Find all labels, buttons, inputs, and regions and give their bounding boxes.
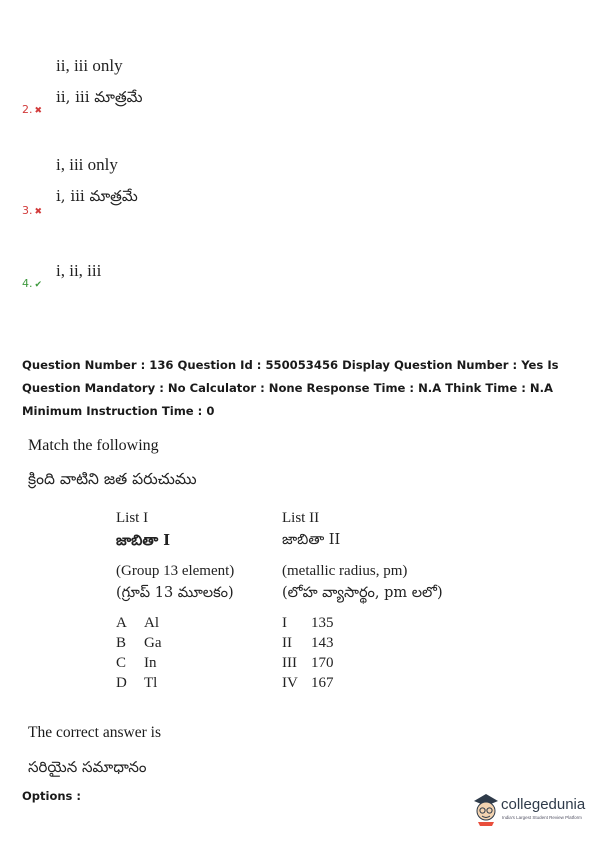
list1-subtitle-en: (Group 13 element) <box>116 563 235 579</box>
list1-row-value: Al <box>144 615 159 631</box>
options-label: Options : <box>22 789 81 803</box>
option-3-text-te: i, iii మాత్రమే <box>56 187 138 205</box>
option-2-label <box>22 103 42 116</box>
list2-row-key: II <box>282 635 292 651</box>
option-2-number: 2. <box>22 103 33 116</box>
option-4-number: 4. <box>22 277 33 290</box>
list2-row-key: IV <box>282 675 298 691</box>
list2-subtitle-en: (metallic radius, pm) <box>282 563 408 579</box>
wrong-mark-icon: ✖ <box>34 207 43 217</box>
list1-row-key: B <box>116 635 127 651</box>
collegedunia-logo <box>471 792 591 828</box>
list2-row-value: 143 <box>311 635 334 651</box>
list1-row-value: Ga <box>144 635 162 651</box>
list1-row-value: Tl <box>144 675 158 691</box>
answer-prompt-te: సరియైన సమాధానం <box>28 758 147 776</box>
list2-row-value: 135 <box>311 615 334 631</box>
option-4-label <box>22 277 42 290</box>
list1-row-key: D <box>116 675 127 691</box>
wrong-mark-icon: ✖ <box>34 106 43 116</box>
option-3-label <box>22 204 42 217</box>
logo-tagline: India's Largest Student Review Platform <box>502 815 582 820</box>
correct-mark-icon: ✔ <box>34 280 43 290</box>
list2-title-te: జాబితా II <box>282 532 341 548</box>
logo-name: collegedunia <box>501 796 586 813</box>
instruction-te: క్రింది వాటిని జత పరుచుము <box>28 470 197 488</box>
answer-prompt-en: The correct answer is <box>28 724 161 741</box>
mascot-icon <box>471 792 501 826</box>
list2-subtitle-te: (లోహ వ్యాసార్థం, pm లలో) <box>282 585 443 601</box>
option-2-text-en: ii, iii only <box>56 56 123 75</box>
list2-row-value: 167 <box>311 675 334 691</box>
option-3-number: 3. <box>22 204 33 217</box>
list2-title-en: List II <box>282 510 320 526</box>
list1-row-value: In <box>144 655 157 671</box>
question-header: Question Number : 136 Question Id : 550053456 Display Question Number : Yes Is Question Mandatory : No Calculator : None Response Time : N.A Think Time : N.A Minimum Instruction Time : 0 <box>22 358 559 418</box>
list2-row-key: III <box>282 655 297 671</box>
list2-row-key: I <box>282 615 287 631</box>
list1-title-en: List I <box>116 510 149 526</box>
option-3-text-en: i, iii only <box>56 155 118 174</box>
option-4-text-en: i, ii, iii <box>56 261 102 280</box>
list2-row-value: 170 <box>311 655 334 671</box>
instruction-en: Match the following <box>28 437 159 454</box>
list1-row-key: A <box>116 615 127 631</box>
list1-row-key: C <box>116 655 127 671</box>
list1-subtitle-te: (గ్రూప్ 13 మూలకం) <box>116 585 234 601</box>
option-2-text-te: ii, iii మాత్రమే <box>56 88 143 106</box>
list1-title-te: జాబితా I <box>116 532 171 549</box>
